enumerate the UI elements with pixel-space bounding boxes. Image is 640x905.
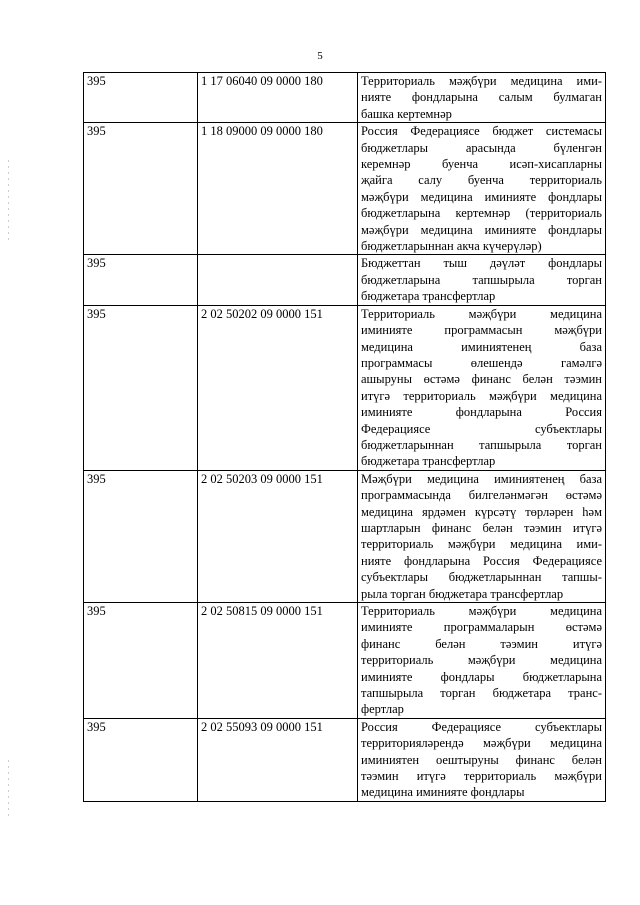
classification-code-cell: 2 02 50203 09 0000 151 bbox=[198, 470, 358, 602]
revenue-name-line: Территориаль мәҗбүри медицина ими- bbox=[361, 74, 602, 88]
classification-code-cell: 2 02 50202 09 0000 151 bbox=[198, 305, 358, 470]
revenue-name-cell bbox=[358, 718, 606, 801]
revenue-name-line: программасы өлешендә гамәлгә bbox=[361, 355, 602, 370]
revenue-name-line: медицина ярдәмен күрсәтү төрләрен һәм bbox=[361, 504, 602, 519]
administrator-code-cell: 395 bbox=[84, 73, 198, 123]
revenue-name-line: бюджетара трансфертлар bbox=[361, 289, 496, 304]
table-row bbox=[84, 470, 606, 602]
revenue-name-cell bbox=[358, 603, 606, 719]
left-margin-mark bbox=[8, 760, 9, 820]
page-number: 5 bbox=[317, 50, 323, 62]
revenue-name-line: Федерациясе субъектлары bbox=[361, 421, 602, 436]
classification-code-cell: 2 02 55093 09 0000 151 bbox=[198, 718, 358, 801]
table-row bbox=[84, 73, 606, 123]
revenue-name-line: иминияте программасын мәҗбүри bbox=[361, 323, 602, 338]
revenue-name-cell bbox=[358, 255, 606, 305]
table-body bbox=[84, 73, 606, 802]
revenue-name-cell bbox=[358, 470, 606, 602]
administrator-code-cell: 395 bbox=[84, 718, 198, 801]
revenue-name-line: бюджетларына кертемнәр (территориаль bbox=[361, 206, 602, 221]
revenue-name-line: Бюджеттан тыш дәүләт фондлары bbox=[361, 256, 602, 271]
revenue-name-line: фертлар bbox=[361, 702, 404, 717]
revenue-name-line: медицина иминиятенең база bbox=[361, 339, 602, 354]
revenue-name-line: тәэмин итүгә территориаль мәҗбүри bbox=[361, 769, 602, 784]
table-row bbox=[84, 718, 606, 801]
administrator-code-cell: 395 bbox=[84, 123, 198, 255]
revenue-name-line: Мәҗбүри медицина иминиятенең база bbox=[361, 471, 602, 486]
revenue-name-line: Россия Федерациясе бюджет системасы bbox=[361, 124, 602, 139]
classification-code-cell: 1 18 09000 09 0000 180 bbox=[198, 123, 358, 255]
administrator-code-cell: 395 bbox=[84, 603, 198, 719]
classification-code-cell bbox=[198, 255, 358, 305]
classification-code-cell: 2 02 50815 09 0000 151 bbox=[198, 603, 358, 719]
revenue-name-line: тапшырыла торган бюджетара транс- bbox=[361, 686, 602, 701]
revenue-name-line: иминияте программаларын өстәмә bbox=[361, 620, 602, 635]
revenue-name-line: нияте фондларына салым булмаган bbox=[361, 90, 602, 105]
revenue-name-line: бюджетара трансфертлар bbox=[361, 454, 496, 469]
revenue-name-line: территорияләрендә мәҗбүри медицина bbox=[361, 736, 602, 751]
revenue-name-line: программасында билгеләнмәгән өстәмә bbox=[361, 488, 602, 503]
revenue-name-line: шартларын финанс белән тәэмин итүгә bbox=[361, 520, 602, 535]
revenue-name-line: медицина иминияте фондлары bbox=[361, 785, 525, 800]
table-row bbox=[84, 305, 606, 470]
table-row bbox=[84, 603, 606, 719]
revenue-name-line: иминияте фондлары бюджетларына bbox=[361, 669, 602, 684]
revenue-name-line: субъектлары бюджетларыннан тапшы- bbox=[361, 570, 602, 585]
revenue-name-line: нияте фондларына Россия Федерациясе bbox=[361, 553, 602, 568]
revenue-name-line: бюджетларыннан акча күчерүләр) bbox=[361, 239, 542, 254]
revenue-name-line: финанс белән тәэмин итүгә bbox=[361, 636, 602, 651]
table-row bbox=[84, 123, 606, 255]
revenue-name-line: иминиятен оештыруны финанс белән bbox=[361, 752, 602, 767]
revenue-name-line: рыла торган бюджетара трансфертлар bbox=[361, 586, 564, 601]
revenue-name-line: территориаль мәҗбүри медицина ими- bbox=[361, 537, 602, 552]
revenue-name-line: бюджетларыннан тапшырыла торган bbox=[361, 437, 602, 452]
administrator-code-cell: 395 bbox=[84, 305, 198, 470]
revenue-name-line: иминияте фондларына Россия bbox=[361, 405, 602, 420]
revenue-name-cell bbox=[358, 73, 606, 123]
administrator-code-cell: 395 bbox=[84, 255, 198, 305]
revenue-name-line: Территориаль мәҗбүри медицина bbox=[361, 306, 602, 321]
revenue-name-line: Территориаль мәҗбүри медицина bbox=[361, 604, 602, 618]
revenue-name-line: бюджетларына тапшырыла торган bbox=[361, 272, 602, 287]
administrator-code-cell: 395 bbox=[84, 470, 198, 602]
revenue-name-line: территориаль мәҗбүри медицина bbox=[361, 653, 602, 668]
left-margin-mark bbox=[8, 160, 9, 240]
revenue-name-line: ашыруны өстәмә финанс белән тәэмин bbox=[361, 372, 602, 387]
revenue-name-line: керемнәр буенча исәп-хисапларны bbox=[361, 157, 602, 172]
budget-classification-table bbox=[83, 72, 606, 802]
classification-code-cell: 1 17 06040 09 0000 180 bbox=[198, 73, 358, 123]
revenue-name-line: Россия Федерациясе субъектлары bbox=[361, 719, 602, 734]
revenue-name-line: башка кертемнәр bbox=[361, 106, 452, 121]
revenue-name-line: итүгә территориаль мәҗбүри медицина bbox=[361, 388, 602, 403]
revenue-name-line: мәҗбүри медицина иминияте фондлары bbox=[361, 222, 602, 237]
revenue-name-cell bbox=[358, 123, 606, 255]
revenue-name-cell bbox=[358, 305, 606, 470]
table-row bbox=[84, 255, 606, 305]
revenue-name-line: җайга салу буенча территориаль bbox=[361, 173, 602, 188]
revenue-name-line: бюджетлары арасында бүленгән bbox=[361, 140, 602, 155]
revenue-name-line: мәҗбүри медицина иминияте фондлары bbox=[361, 189, 602, 204]
